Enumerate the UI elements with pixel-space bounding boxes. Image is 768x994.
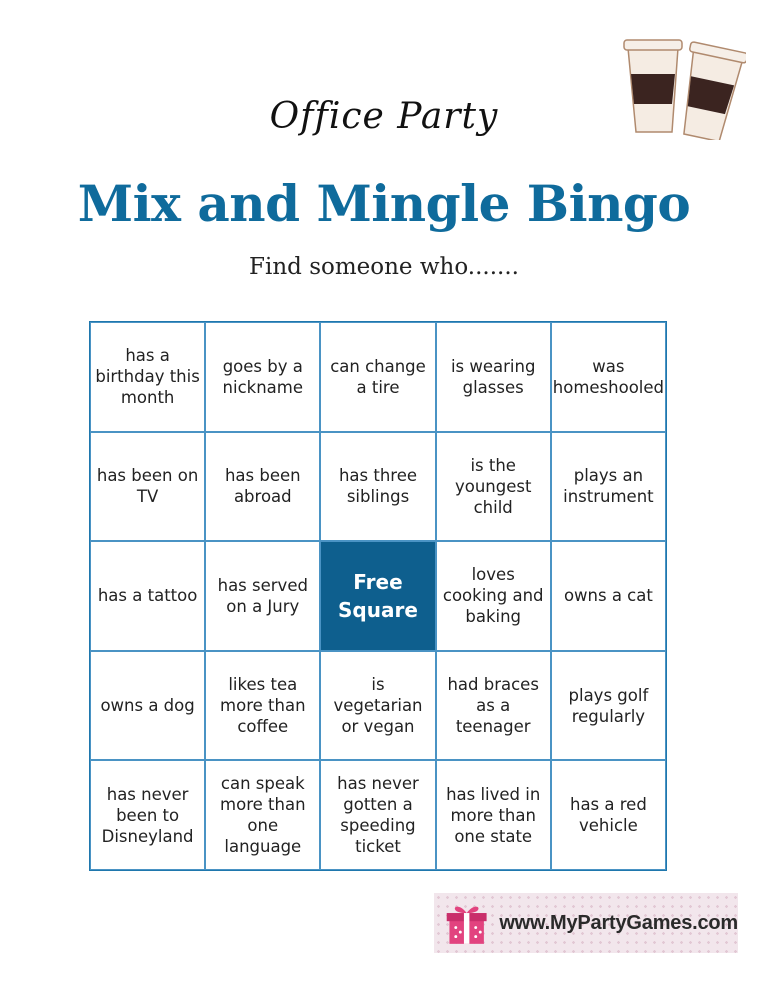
bingo-cell: has lived in more than one state (436, 760, 551, 870)
script-title: Office Party (269, 96, 499, 137)
bingo-cell: can speak more than one language (205, 760, 320, 870)
free-square-label: Free Square (338, 569, 418, 622)
bingo-grid (89, 321, 667, 871)
bingo-cell: has a tattoo (90, 541, 205, 651)
page-title: Mix and Mingle Bingo (77, 174, 691, 233)
bingo-cell: has never been to Disneyland (90, 760, 205, 870)
bingo-cell: has been on TV (90, 432, 205, 542)
bingo-cell: has never gotten a speeding ticket (320, 760, 435, 870)
free-square-cell (320, 541, 435, 651)
bingo-cell: can change a tire (320, 322, 435, 432)
bingo-cell: has a red vehicle (551, 760, 666, 870)
bingo-cell: has served on a Jury (205, 541, 320, 651)
website-banner (434, 893, 738, 953)
bingo-cell: is vegetarian or vegan (320, 651, 435, 761)
bingo-cell: plays golf regularly (551, 651, 666, 761)
bingo-cell: had braces as a teenager (436, 651, 551, 761)
bingo-cell: likes tea more than coffee (205, 651, 320, 761)
website-text: www.MyPartyGames.com (499, 911, 738, 934)
gift-box-icon (444, 898, 489, 948)
bingo-cell: has a birthday this month (90, 322, 205, 432)
bingo-cell: has three siblings (320, 432, 435, 542)
bingo-cell: is the youngest child (436, 432, 551, 542)
bingo-cell: loves cooking and baking (436, 541, 551, 651)
subtitle: Find someone who....... (249, 254, 519, 280)
bingo-cell: plays an instrument (551, 432, 666, 542)
bingo-cell: has been abroad (205, 432, 320, 542)
bingo-cell: is wearing glasses (436, 322, 551, 432)
bingo-cell: owns a cat (551, 541, 666, 651)
bingo-cell: was homeshooled (551, 322, 666, 432)
bingo-cell: owns a dog (90, 651, 205, 761)
bingo-cell: goes by a nickname (205, 322, 320, 432)
